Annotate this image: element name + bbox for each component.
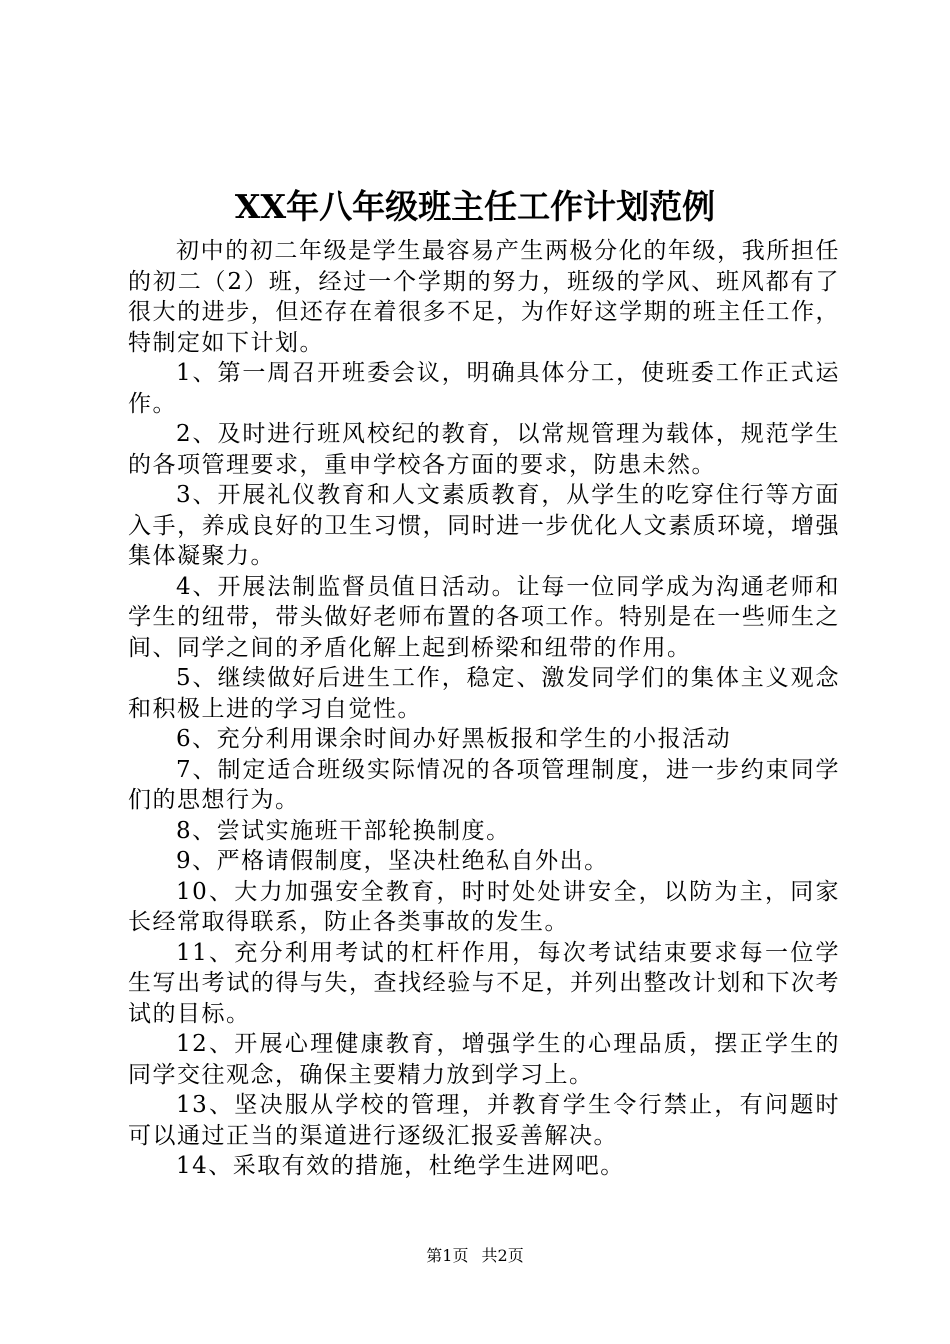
paragraph-item-3: 3、开展礼仪教育和人文素质教育，从学生的吃穿住行等方面入手，养成良好的卫生习惯，同时进一步优化人文素质环境，增强集体凝聚力。	[128, 482, 840, 569]
document-title: XX年八年级班主任工作计划范例	[234, 187, 716, 226]
paragraph-item-11: 11、充分利用考试的杠杆作用，每次考试结束要求每一位学生写出考试的得与失，查找经验与不足，并列出整改计划和下次考试的目标。	[128, 939, 840, 1027]
paragraph-item-5: 5、继续做好后进生工作，稳定、激发同学们的集体主义观念和积极上进的学习自觉性。	[128, 665, 840, 722]
paragraph-item-8: 8、尝试实施班干部轮换制度。	[176, 817, 511, 844]
page-total: 共2页	[481, 1246, 524, 1265]
page-footer	[0, 1245, 950, 1267]
paragraph-item-1: 1、第一周召开班委会议，明确具体分工，使班委工作正式运作。	[128, 360, 840, 417]
paragraph-item-4: 4、开展法制监督员值日活动。让每一位同学成为沟通老师和学生的纽带，带头做好老师布置的各项工作。特别是在一些师生之间、同学之间的矛盾化解上起到桥梁和纽带的作用。	[128, 573, 840, 661]
document-body	[128, 236, 840, 1182]
paragraph-item-6: 6、充分利用课余时间办好黑板报和学生的小报活动	[176, 726, 732, 752]
paragraph-item-12: 12、开展心理健康教育，增强学生的心理品质，摆正学生的同学交往观念，确保主要精力放到学习上。	[128, 1031, 840, 1088]
paragraph-item-7: 7、制定适合班级实际情况的各项管理制度，进一步约束同学们的思想行为。	[128, 756, 840, 813]
paragraph-item-14: 14、采取有效的措施，杜绝学生进网吧。	[176, 1153, 625, 1179]
paragraph-item-13: 13、坚决服从学校的管理，并教育学生令行禁止，有问题时可以通过正当的渠道进行逐级汇报妥善解决。	[128, 1092, 840, 1149]
paragraph-intro: 初中的初二年级是学生最容易产生两极分化的年级，我所担任的初二（2）班，经过一个学期的努力，班级的学风、班风都有了很大的进步，但还存在着很多不足，为作好这学期的班主任工作，特制定如下计划。	[128, 238, 840, 356]
paragraph-item-10: 10、大力加强安全教育，时时处处讲安全，以防为主，同家长经常取得联系，防止各类事故的发生。	[128, 878, 840, 935]
page-number: 第1页	[426, 1246, 469, 1265]
paragraph-item-9: 9、严格请假制度，坚决杜绝私自外出。	[176, 848, 609, 874]
paragraph-item-2: 2、及时进行班风校纪的教育，以常规管理为载体，规范学生的各项管理要求，重申学校各方面的要求，防患未然。	[128, 421, 840, 478]
